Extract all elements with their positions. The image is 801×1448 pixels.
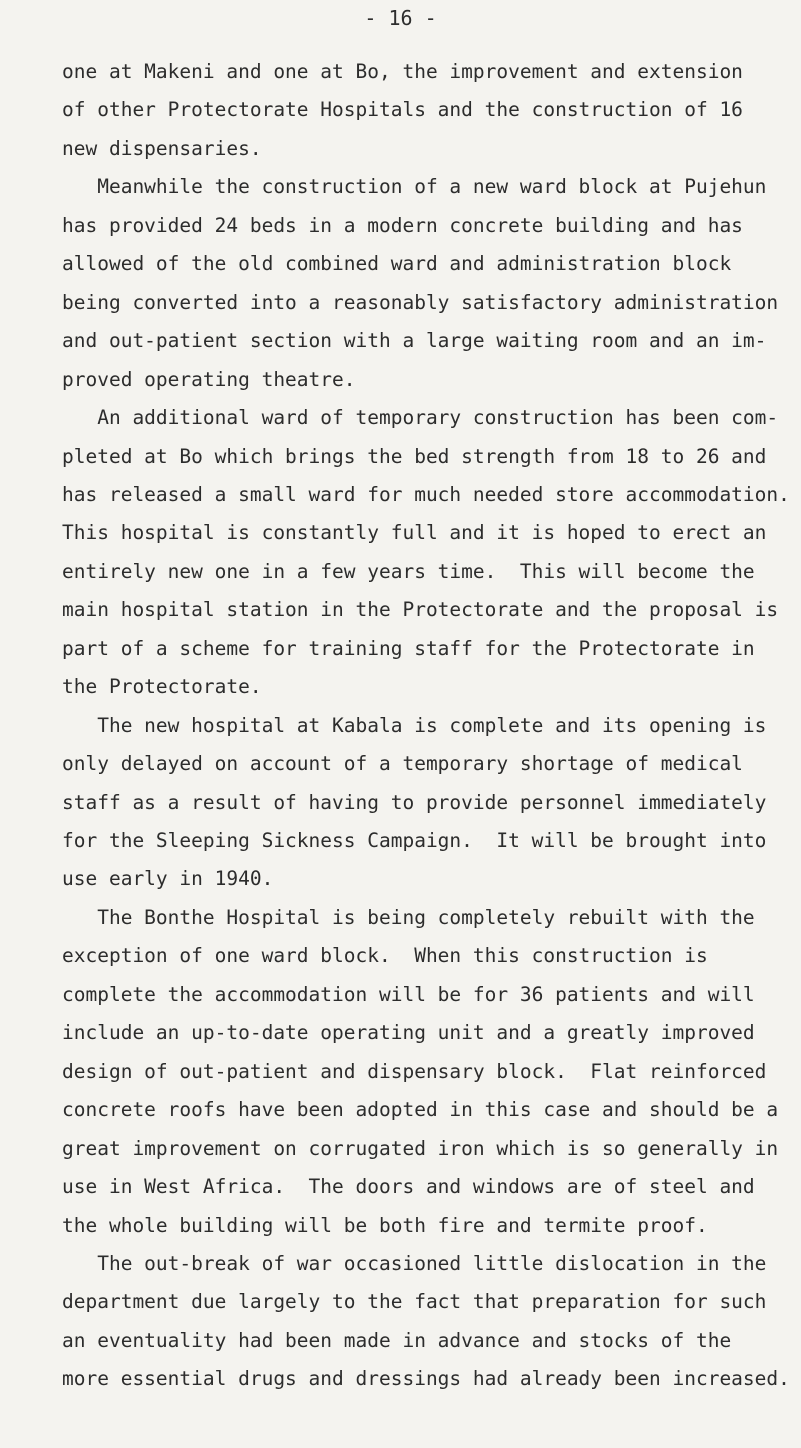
text-line: staff as a result of having to provide personnel immediately [62, 790, 767, 814]
text-line: concrete roofs have been adopted in this case and should be a [62, 1098, 779, 1122]
text-line: the Protectorate. [62, 675, 262, 699]
text-line: An additional ward of temporary construction has been com- [62, 406, 779, 430]
page-number: - 16 - [364, 6, 437, 30]
text-line: use in West Africa. The doors and windows are of steel and [62, 1175, 755, 1199]
text-line: the whole building will be both fire and termite proof. [62, 1213, 708, 1237]
text-line: This hospital is constantly full and it is hoped to erect an [62, 521, 767, 545]
text-line: use early in 1940. [62, 867, 274, 891]
text-line: and out-patient section with a large waiting room and an im- [62, 329, 767, 353]
text-line: has released a small ward for much needed store accommodation. [62, 482, 790, 506]
text-line: include an up-to-date operating unit and a greatly improved [62, 1021, 755, 1045]
text-line: entirely new one in a few years time. This will become the [62, 559, 755, 583]
text-line: The Bonthe Hospital is being completely rebuilt with the [62, 905, 755, 929]
text-line: exception of one ward block. When this construction is [62, 944, 708, 968]
text-line: main hospital station in the Protectorate and the proposal is [62, 598, 779, 622]
text-line: an eventuality had been made in advance and stocks of the [62, 1328, 732, 1352]
text-line: of other Protectorate Hospitals and the construction of 16 [62, 98, 743, 122]
text-line: for the Sleeping Sickness Campaign. It will be brought into [62, 829, 767, 852]
text-line: one at Makeni and one at Bo, the improvement and extension [62, 60, 743, 83]
text-line: more essential drugs and dressings had already been increased. [62, 1367, 790, 1391]
text-line: great improvement on corrugated iron which is so generally in [62, 1136, 779, 1160]
text-line: allowed of the old combined ward and administration block [62, 252, 732, 276]
text-line: design of out-patient and dispensary block. Flat reinforced [62, 1059, 767, 1083]
text-line: part of a scheme for training staff for the Protectorate in [62, 636, 755, 660]
text-line: complete the accommodation will be for 36 patients and will [62, 982, 755, 1006]
text-line: new dispensaries. [62, 136, 262, 160]
text-line: has provided 24 beds in a modern concrete building and has [62, 213, 743, 237]
text-line: Meanwhile the construction of a new ward block at Pujehun [62, 175, 767, 199]
text-line: The new hospital at Kabala is complete and its opening is [62, 713, 767, 737]
text-line: The out-break of war occasioned little dislocation in the [62, 1251, 767, 1275]
text-line: being converted into a reasonably satisfactory administration [62, 290, 779, 314]
text-line: proved operating theatre. [62, 367, 356, 391]
text-line: only delayed on account of a temporary shortage of medical [62, 752, 743, 776]
text-line: pleted at Bo which brings the bed strength from 18 to 26 and [62, 444, 767, 468]
text-line: department due largely to the fact that preparation for such [62, 1290, 767, 1314]
